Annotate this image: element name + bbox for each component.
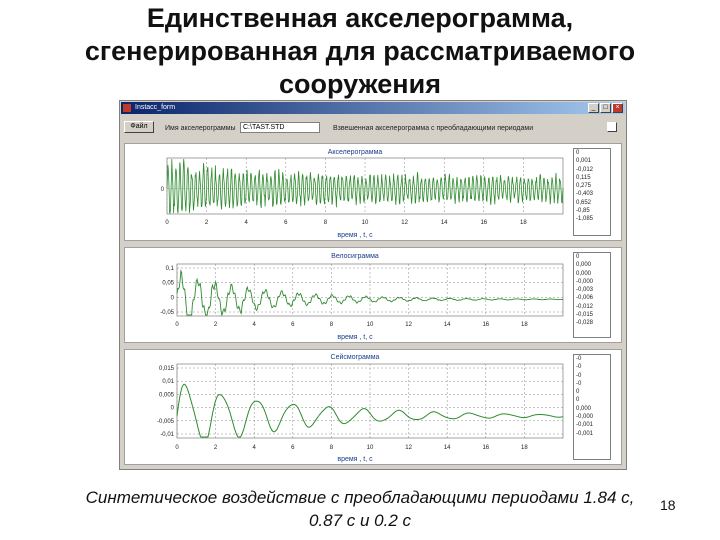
x-tick-label: 6 — [291, 322, 295, 328]
y-tick-label: 0,05 — [162, 280, 174, 287]
accelerogram-panel — [124, 143, 622, 241]
window-titlebar[interactable] — [121, 102, 625, 114]
x-tick-label: 6 — [284, 220, 288, 226]
x-axis-label: время , t, с — [337, 456, 373, 463]
legend-value: 0 — [576, 150, 580, 156]
x-tick-label: 2 — [213, 322, 218, 328]
legend-value: -0,015 — [576, 312, 594, 319]
x-tick-label: 18 — [521, 445, 528, 451]
x-tick-label: 2 — [204, 220, 209, 226]
legend-value: 0,115 — [576, 174, 591, 181]
x-tick-label: 2 — [213, 445, 218, 451]
app-window — [119, 100, 627, 470]
legend-value: -0,85 — [576, 208, 590, 215]
x-tick-label: 14 — [443, 322, 451, 328]
y-tick-label: -0,005 — [156, 418, 174, 425]
legend-value: -0,001 — [576, 422, 594, 429]
legend-value: -0 — [576, 372, 582, 379]
legend-value: -0 — [576, 356, 582, 362]
velocigram-chart — [125, 248, 565, 342]
legend-value: -0,003 — [576, 287, 594, 294]
app-icon — [123, 104, 131, 112]
legend-value: -0,403 — [576, 191, 594, 198]
page-number: 18 — [660, 497, 676, 513]
toolbar — [121, 115, 625, 139]
y-tick-label: 0 — [170, 295, 174, 302]
velocigram-legend — [573, 252, 611, 338]
legend-value: -0,012 — [576, 303, 594, 310]
accelerogram-legend — [573, 148, 611, 236]
x-tick-label: 8 — [329, 322, 334, 328]
x-tick-label: 8 — [329, 445, 334, 451]
legend-value: -0,001 — [576, 430, 594, 437]
x-tick-label: 4 — [252, 322, 256, 328]
velocigram-panel — [124, 247, 622, 343]
x-axis-label: время , t, с — [337, 232, 373, 239]
legend-value: 0,000 — [576, 262, 592, 269]
x-tick-label: 10 — [366, 445, 374, 451]
legend-value: -0,000 — [576, 414, 594, 421]
legend-value: 0,275 — [576, 183, 592, 190]
y-tick-label: 0,005 — [158, 392, 174, 399]
close-button[interactable]: × — [612, 103, 623, 113]
accelerogram-chart — [125, 144, 565, 240]
legend-value: 0,000 — [576, 270, 592, 277]
x-tick-label: 0 — [175, 445, 179, 451]
x-tick-label: 12 — [405, 322, 412, 328]
legend-value: -0,006 — [576, 295, 594, 302]
x-tick-label: 8 — [323, 220, 328, 226]
x-tick-label: 12 — [401, 220, 408, 226]
seismogram-panel — [124, 349, 622, 465]
minimize-button[interactable]: _ — [588, 103, 599, 113]
legend-value: 0 — [576, 254, 580, 260]
y-tick-label: -0,01 — [160, 432, 174, 438]
x-tick-label: 6 — [291, 445, 295, 451]
legend-value: -0,028 — [576, 320, 594, 327]
x-tick-label: 4 — [252, 445, 256, 451]
x-tick-label: 18 — [520, 220, 527, 226]
y-tick-label: 0 — [160, 186, 164, 193]
x-tick-label: 0 — [175, 322, 179, 328]
seismogram-chart — [125, 350, 565, 464]
legend-value: 0,652 — [576, 199, 592, 206]
legend-value: 0,000 — [576, 405, 592, 412]
option-label: Взвешенная акселерограмма с преобладающими периодами — [333, 125, 534, 132]
x-axis-label: время , t, с — [337, 334, 373, 341]
chart-title: Акселерограмма — [327, 149, 383, 156]
x-tick-label: 12 — [405, 445, 412, 451]
x-tick-label: 4 — [244, 220, 248, 226]
y-tick-label: -0,05 — [160, 310, 174, 316]
name-input[interactable]: C:\TAST.STD — [240, 122, 320, 133]
y-tick-label: 0,01 — [162, 379, 174, 386]
legend-value: -0 — [576, 380, 582, 387]
legend-value: -1,085 — [576, 216, 594, 223]
chart-title: Сейсмограмма — [330, 354, 380, 361]
y-tick-label: 0 — [170, 405, 174, 412]
slide-caption: Синтетическое воздействие с преобладающими периодами 1.84 с, 0.87 с и 0.2 с — [85, 488, 635, 530]
name-label: Имя акселерограммы — [165, 125, 236, 132]
y-tick-label: 0,1 — [165, 266, 174, 272]
x-tick-label: 0 — [165, 220, 169, 226]
x-tick-label: 14 — [443, 445, 451, 451]
x-tick-label: 14 — [440, 220, 448, 226]
x-tick-label: 10 — [361, 220, 369, 226]
slide-title: Единственная акселерограмма, сгенерированная для рассматриваемого сооружения — [84, 3, 636, 99]
seismogram-legend — [573, 354, 611, 460]
legend-value: 0 — [576, 389, 580, 396]
x-tick-label: 16 — [482, 322, 490, 328]
legend-value: 0 — [576, 397, 580, 404]
legend-value: 0,001 — [576, 158, 592, 165]
chart-title: Велосиграмма — [331, 253, 379, 260]
x-tick-label: 16 — [482, 445, 490, 451]
legend-value: -0,000 — [576, 278, 594, 285]
x-tick-label: 18 — [521, 322, 528, 328]
y-tick-label: 0,015 — [158, 366, 174, 372]
option-checkbox[interactable] — [607, 122, 617, 132]
x-tick-label: 10 — [366, 322, 374, 328]
legend-value: -0,012 — [576, 166, 594, 173]
maximize-button[interactable]: □ — [600, 103, 611, 113]
window-title: Instacc_form — [135, 104, 176, 111]
x-tick-label: 16 — [480, 220, 488, 226]
file-button[interactable]: Файл — [124, 121, 154, 133]
legend-value: -0 — [576, 364, 582, 371]
